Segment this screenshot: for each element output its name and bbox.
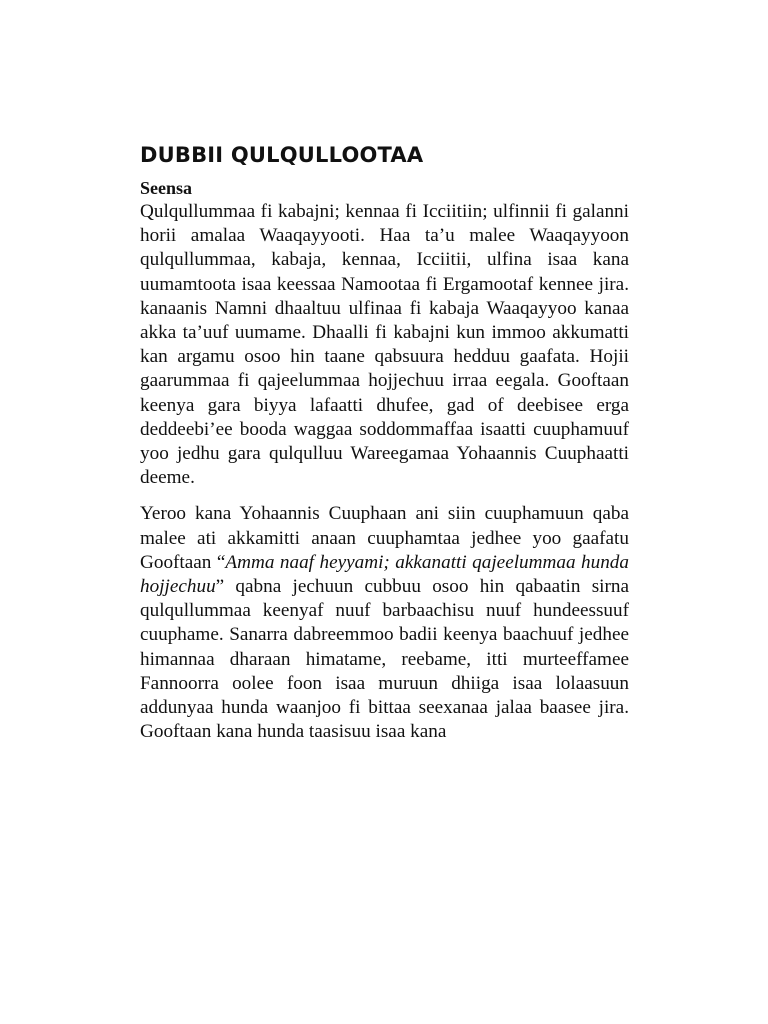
- paragraph-second: [140, 502, 629, 744]
- paragraph-second-part2: ” qabna jechuun cubbuu osoo hin qabaatin sirna qulqullummaa keenyaf nuuf barbaachisu nuuf hundeessuuf cuuphame. Sanarra dabreemmoo badii keenya baachuuf jedhee himannaa dharaan himatame, reebame, itti murteeffamee Fannoorra oolee foon isaa muruun dhiiga isaa lolaasuun addunyaa hunda waanjoo fi bittaa seexanaa jalaa baasee jira. Gooftaan kana hunda taasisuu isaa kana: [140, 576, 629, 743]
- section-label: Seensa: [140, 178, 193, 198]
- document-title: DUBBII QULQULLOOTAA: [140, 143, 424, 167]
- scripture-quote: Amma naaf heyyami; akkanatti qajeelummaa hunda hojjechuu: [140, 551, 629, 598]
- paragraph-second-part1: Yeroo kana Yohaannis Cuuphaan ani siin cuuphamuun qaba malee ati akkamitti anaan cuuphamtaa jedhee yoo gaafatu Gooftaan “: [140, 503, 629, 573]
- paragraph-intro: Qulqullummaa fi kabajni; kennaa fi Icciitiin; ulfinnii fi galanni horii amalaa Waaqayyooti. Haa ta’u malee Waaqayyoon qulqullummaa, kabaja, kennaa, Icciitii, ulfina isaa kana uumamtoota isaa keessaa Namootaa fi Ergamootaf kennee jira. kanaanis Namni dhaaltuu ulfinaa fi kabaja Waaqayyoo kanaa akka ta’uuf uumame. Dhaalli fi kabajni kun immoo akkumatti kan argamu osoo hin taane qabsuura hedduu gaafata. Hojii gaarummaa fi qajeelummaa hojjechuu irraa eegala. Gooftaan keenya gara biyya lafaatti dhufee, gad of deebisee erga deddeebi’ee booda waggaa soddommaffaa isaatti cuuphamuuf yoo jedhu gara qulqulluu Wareegamaa Yohaannis Cuuphaatti deeme.: [140, 201, 629, 489]
- document-page: [140, 140, 629, 744]
